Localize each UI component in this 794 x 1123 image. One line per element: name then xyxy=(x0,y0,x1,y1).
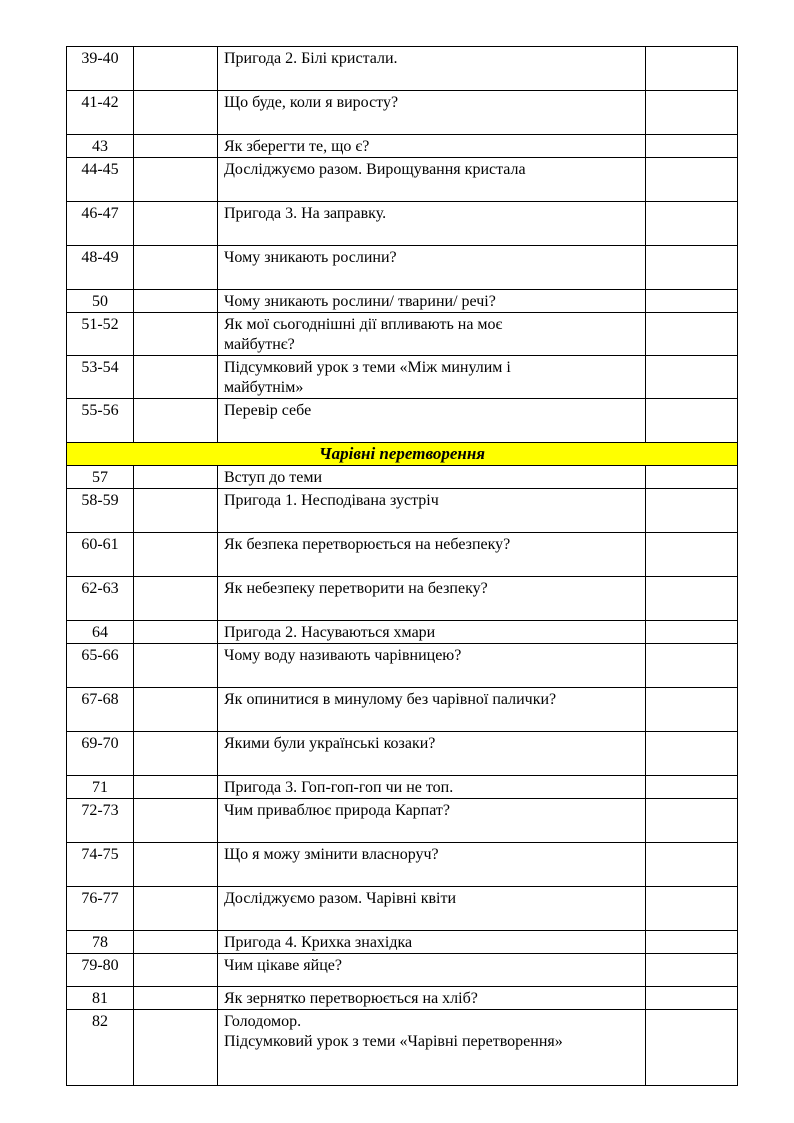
lesson-note-cell xyxy=(646,356,738,399)
lesson-date-cell xyxy=(134,1010,218,1086)
lesson-note-cell xyxy=(646,843,738,887)
lesson-row xyxy=(67,799,738,843)
lesson-number: 43 xyxy=(67,135,134,158)
lesson-number: 60-61 xyxy=(67,533,134,577)
lesson-topic-line: майбутнім» xyxy=(224,379,304,396)
lesson-topic: Як зернятко перетворюється на хліб? xyxy=(218,987,646,1010)
lesson-note-cell xyxy=(646,313,738,356)
lesson-row xyxy=(67,290,738,313)
lesson-note-cell xyxy=(646,466,738,489)
lesson-number: 41-42 xyxy=(67,91,134,135)
lesson-note-cell xyxy=(646,533,738,577)
lesson-topic: Чим приваблює природа Карпат? xyxy=(218,799,646,843)
lesson-topic xyxy=(218,1010,646,1086)
lesson-number: 65-66 xyxy=(67,644,134,688)
lesson-topic: Як зберегти те, що є? xyxy=(218,135,646,158)
lesson-note-cell xyxy=(646,577,738,621)
lesson-number: 71 xyxy=(67,776,134,799)
lesson-date-cell xyxy=(134,931,218,954)
lesson-number: 62-63 xyxy=(67,577,134,621)
lesson-note-cell xyxy=(646,732,738,776)
lesson-number: 76-77 xyxy=(67,887,134,931)
lesson-topic: Пригода 2. Білі кристали. xyxy=(218,47,646,91)
lesson-topic-line: Як мої сьогоднішні дії впливають на моє xyxy=(224,316,503,333)
lesson-note-cell xyxy=(646,931,738,954)
lesson-row xyxy=(67,577,738,621)
lesson-topic: Якими були українські козаки? xyxy=(218,732,646,776)
lesson-row xyxy=(67,688,738,732)
lesson-number: 44-45 xyxy=(67,158,134,202)
lesson-plan-table xyxy=(66,46,738,1086)
lesson-note-cell xyxy=(646,799,738,843)
lesson-topic: Чому зникають рослини/ тварини/ речі? xyxy=(218,290,646,313)
lesson-row xyxy=(67,489,738,533)
lesson-row xyxy=(67,135,738,158)
lesson-date-cell xyxy=(134,356,218,399)
lesson-number: 51-52 xyxy=(67,313,134,356)
lesson-row xyxy=(67,644,738,688)
lesson-note-cell xyxy=(646,135,738,158)
lesson-row xyxy=(67,466,738,489)
lesson-date-cell xyxy=(134,158,218,202)
lesson-row xyxy=(67,776,738,799)
lesson-row xyxy=(67,931,738,954)
lesson-topic: Пригода 4. Крихка знахідка xyxy=(218,931,646,954)
lesson-topic: Чому воду називають чарівницею? xyxy=(218,644,646,688)
lesson-topic: Пригода 3. На заправку. xyxy=(218,202,646,246)
lesson-number: 79-80 xyxy=(67,954,134,987)
lesson-date-cell xyxy=(134,533,218,577)
lesson-topic: Пригода 3. Гоп-гоп-гоп чи не топ. xyxy=(218,776,646,799)
lesson-topic: Як опинитися в минулому без чарівної палички? xyxy=(218,688,646,732)
lesson-number: 81 xyxy=(67,987,134,1010)
lesson-topic: Чому зникають рослини? xyxy=(218,246,646,290)
lesson-date-cell xyxy=(134,246,218,290)
lesson-row xyxy=(67,954,738,987)
lesson-number: 82 xyxy=(67,1010,134,1086)
lesson-date-cell xyxy=(134,577,218,621)
lesson-date-cell xyxy=(134,954,218,987)
lesson-note-cell xyxy=(646,202,738,246)
lesson-topic: Перевір себе xyxy=(218,399,646,443)
lesson-date-cell xyxy=(134,313,218,356)
lesson-number: 55-56 xyxy=(67,399,134,443)
lesson-row xyxy=(67,246,738,290)
lesson-date-cell xyxy=(134,135,218,158)
lesson-date-cell xyxy=(134,732,218,776)
lesson-number: 69-70 xyxy=(67,732,134,776)
lesson-row xyxy=(67,356,738,399)
lesson-note-cell xyxy=(646,489,738,533)
lesson-date-cell xyxy=(134,843,218,887)
lesson-number: 78 xyxy=(67,931,134,954)
lesson-date-cell xyxy=(134,202,218,246)
lesson-date-cell xyxy=(134,91,218,135)
lesson-topic-line: Підсумковий урок з теми «Між минулим і xyxy=(224,359,511,376)
lesson-topic xyxy=(218,356,646,399)
lesson-note-cell xyxy=(646,688,738,732)
lesson-row xyxy=(67,313,738,356)
lesson-row xyxy=(67,1010,738,1086)
lesson-date-cell xyxy=(134,399,218,443)
lesson-date-cell xyxy=(134,887,218,931)
lesson-date-cell xyxy=(134,987,218,1010)
lesson-note-cell xyxy=(646,1010,738,1086)
lesson-date-cell xyxy=(134,688,218,732)
lesson-note-cell xyxy=(646,887,738,931)
lesson-note-cell xyxy=(646,47,738,91)
lesson-row xyxy=(67,202,738,246)
lesson-topic: Як небезпеку перетворити на безпеку? xyxy=(218,577,646,621)
lesson-row xyxy=(67,843,738,887)
lesson-date-cell xyxy=(134,47,218,91)
lesson-number: 74-75 xyxy=(67,843,134,887)
lesson-topic: Вступ до теми xyxy=(218,466,646,489)
lesson-note-cell xyxy=(646,776,738,799)
lesson-number: 72-73 xyxy=(67,799,134,843)
lesson-number: 46-47 xyxy=(67,202,134,246)
lesson-row xyxy=(67,399,738,443)
lesson-topic-line: Підсумковий урок з теми «Чарівні перетворення» xyxy=(224,1033,563,1050)
lesson-number: 53-54 xyxy=(67,356,134,399)
lesson-topic-line: майбутнє? xyxy=(224,336,295,353)
lesson-topic: Пригода 2. Насуваються хмари xyxy=(218,621,646,644)
lesson-date-cell xyxy=(134,489,218,533)
lesson-row xyxy=(67,533,738,577)
lesson-note-cell xyxy=(646,987,738,1010)
lesson-date-cell xyxy=(134,621,218,644)
lesson-plan-body xyxy=(67,47,738,1086)
lesson-number: 67-68 xyxy=(67,688,134,732)
lesson-row xyxy=(67,621,738,644)
lesson-date-cell xyxy=(134,290,218,313)
lesson-number: 57 xyxy=(67,466,134,489)
lesson-number: 39-40 xyxy=(67,47,134,91)
lesson-topic: Досліджуємо разом. Вирощування кристала xyxy=(218,158,646,202)
lesson-row xyxy=(67,47,738,91)
lesson-date-cell xyxy=(134,776,218,799)
lesson-date-cell xyxy=(134,644,218,688)
lesson-number: 64 xyxy=(67,621,134,644)
lesson-note-cell xyxy=(646,91,738,135)
lesson-row xyxy=(67,887,738,931)
lesson-topic: Як безпека перетворюється на небезпеку? xyxy=(218,533,646,577)
lesson-note-cell xyxy=(646,290,738,313)
lesson-note-cell xyxy=(646,246,738,290)
lesson-row xyxy=(67,987,738,1010)
lesson-row xyxy=(67,732,738,776)
section-title: Чарівні перетворення xyxy=(67,443,738,466)
lesson-topic xyxy=(218,313,646,356)
lesson-topic: Досліджуємо разом. Чарівні квіти xyxy=(218,887,646,931)
lesson-note-cell xyxy=(646,644,738,688)
lesson-number: 50 xyxy=(67,290,134,313)
lesson-note-cell xyxy=(646,399,738,443)
lesson-topic: Чим цікаве яйце? xyxy=(218,954,646,987)
section-header-row xyxy=(67,443,738,466)
lesson-number: 48-49 xyxy=(67,246,134,290)
lesson-row xyxy=(67,158,738,202)
lesson-note-cell xyxy=(646,158,738,202)
lesson-topic-line: Голодомор. xyxy=(224,1013,302,1030)
lesson-number: 58-59 xyxy=(67,489,134,533)
lesson-topic: Що я можу змінити власноруч? xyxy=(218,843,646,887)
lesson-topic: Пригода 1. Несподівана зустріч xyxy=(218,489,646,533)
lesson-date-cell xyxy=(134,799,218,843)
lesson-row xyxy=(67,91,738,135)
lesson-topic: Що буде, коли я виросту? xyxy=(218,91,646,135)
lesson-note-cell xyxy=(646,954,738,987)
lesson-date-cell xyxy=(134,466,218,489)
lesson-note-cell xyxy=(646,621,738,644)
